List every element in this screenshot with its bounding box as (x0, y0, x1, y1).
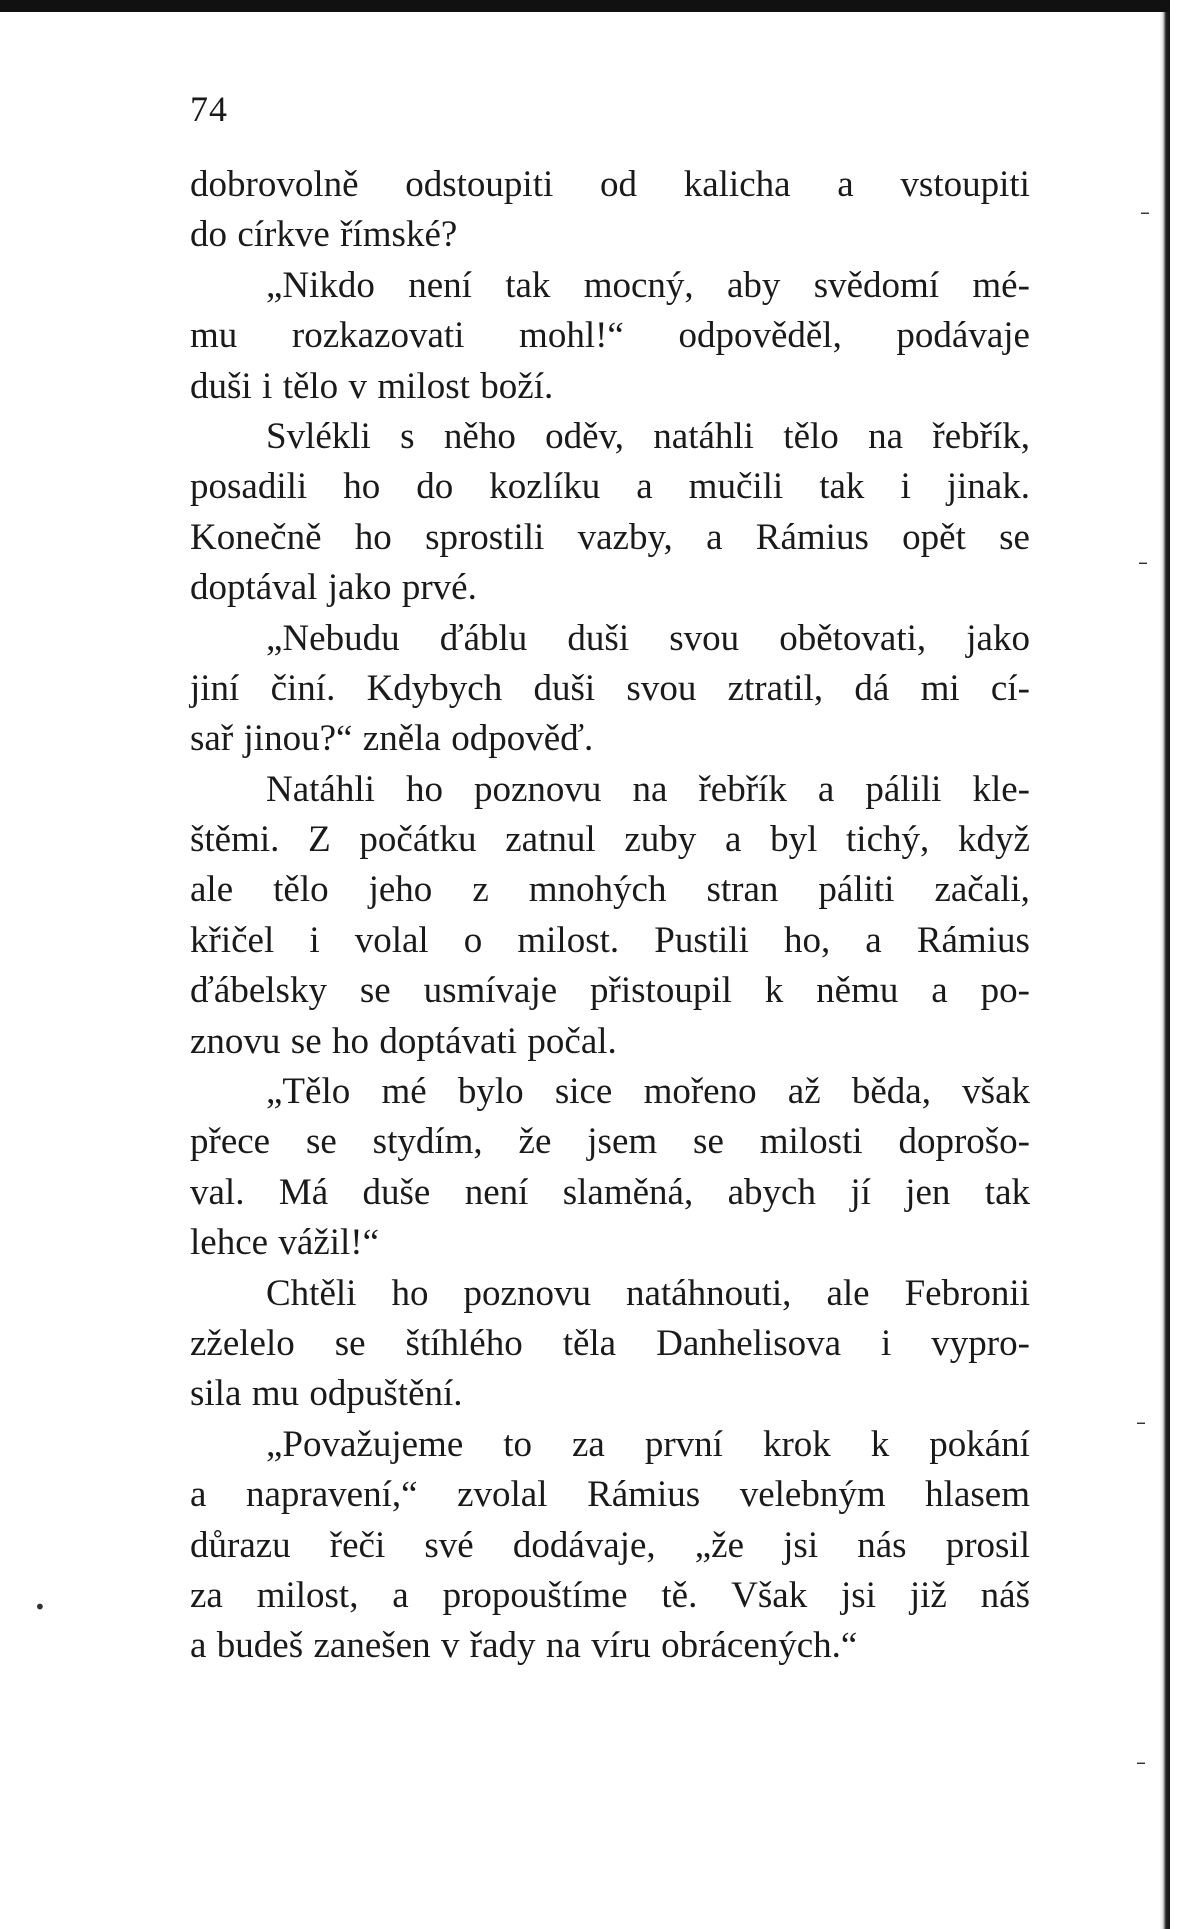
word: napravení,“ (246, 1474, 418, 1516)
word: sila (190, 1373, 242, 1415)
word: „Považujeme (266, 1423, 464, 1465)
word: Rámius (755, 516, 869, 558)
word: se (359, 970, 391, 1012)
word: se (290, 1020, 322, 1062)
word: ho (331, 1020, 369, 1062)
word: odstoupiti (405, 164, 554, 205)
word: „Tělo (266, 1071, 351, 1113)
word: a (392, 1574, 409, 1616)
word: že (518, 1121, 552, 1163)
margin-tick: – (1138, 550, 1148, 574)
word: dodávaje, (512, 1524, 656, 1566)
text-line (190, 1117, 1030, 1167)
word: tak (819, 466, 865, 508)
word: přece (190, 1121, 271, 1163)
word: když (957, 819, 1030, 861)
text-line (190, 1369, 1030, 1419)
word: Však (731, 1574, 808, 1616)
word: němu (816, 970, 899, 1012)
word: jinou?“ (243, 718, 353, 760)
word: stydím, (372, 1121, 483, 1163)
text-line (190, 210, 1030, 260)
word: vstoupiti (900, 164, 1030, 205)
word: boží. (480, 365, 554, 407)
word: Rámius (587, 1474, 701, 1516)
word: na (545, 1625, 581, 1667)
word: přistoupil (590, 970, 732, 1012)
text-line (190, 1017, 1030, 1067)
word: těla (562, 1322, 617, 1364)
word: rozkazovati (291, 315, 465, 357)
text-line (190, 563, 1030, 613)
word: znovu (190, 1020, 281, 1062)
text-line (190, 1269, 1030, 1319)
word: tě. (661, 1574, 698, 1616)
text-line (190, 1571, 1030, 1621)
text-line (190, 815, 1030, 865)
word: Chtěli (266, 1272, 357, 1314)
word: pálili (865, 768, 942, 810)
word: v (348, 365, 368, 407)
word: velebným (739, 1474, 886, 1516)
word: začali, (934, 869, 1030, 911)
word: jeho (368, 869, 433, 911)
word: svou (669, 617, 740, 659)
word: a (706, 516, 723, 558)
margin-tick: – (1136, 1410, 1146, 1434)
text-line (190, 664, 1030, 714)
text-line (190, 765, 1030, 815)
word: sice (554, 1071, 613, 1113)
word: mnohých (528, 869, 667, 911)
word: ztratil, (727, 667, 824, 709)
word: ďábelsky (190, 970, 327, 1012)
word: řebřík (698, 768, 787, 810)
text-line (190, 1319, 1030, 1369)
word: běda, (851, 1071, 931, 1113)
text-line (190, 966, 1030, 1016)
text-line (190, 261, 1030, 311)
word: i (900, 466, 911, 508)
word: není (464, 1171, 529, 1213)
word: „že (694, 1524, 745, 1566)
word: jen (905, 1171, 951, 1213)
word: budeš (216, 1625, 304, 1667)
word: jako (327, 567, 392, 609)
word: obětovati, (779, 617, 927, 659)
word: se (693, 1121, 724, 1163)
word: duši (533, 667, 596, 709)
word: od (600, 164, 637, 205)
word: dobrovolně (190, 164, 359, 205)
word: kozlíku (489, 466, 601, 508)
word: doprošo- (898, 1121, 1030, 1163)
text-line (190, 916, 1030, 966)
word: zněla (362, 718, 441, 760)
word: prosil (945, 1524, 1030, 1566)
word: milost. (517, 919, 620, 961)
word: ale (190, 869, 234, 911)
word: poznovu (463, 1272, 591, 1314)
word: k (870, 1423, 890, 1465)
word: s (400, 415, 415, 457)
word: první (644, 1423, 723, 1465)
text-line (190, 714, 1030, 764)
word: ho (354, 516, 392, 558)
word: se (334, 1322, 366, 1364)
word: tichý, (846, 819, 930, 861)
word: „Nebudu (266, 617, 400, 659)
word: stran (706, 869, 779, 911)
word: a (931, 970, 948, 1012)
word: milost, (256, 1574, 359, 1616)
word: „Nikdo (266, 264, 375, 306)
word: sprostili (425, 516, 545, 558)
word: jí (850, 1171, 871, 1213)
word: zanešen (313, 1625, 431, 1667)
word: tělo (273, 869, 329, 911)
word: mi (920, 667, 960, 709)
word: kalicha (683, 164, 791, 205)
word: důrazu (190, 1524, 291, 1566)
word: počátku (359, 819, 477, 861)
word: Natáhli (266, 768, 375, 810)
word: i (262, 365, 273, 407)
word: církve (237, 214, 330, 256)
word: odpověď. (451, 718, 594, 760)
word: víru (591, 1625, 651, 1667)
word: i (309, 919, 320, 961)
word: jinak. (946, 466, 1030, 508)
margin-dot: • (34, 1595, 46, 1619)
word: doptávati (379, 1020, 518, 1062)
word: prvé. (401, 567, 477, 609)
word: ale (826, 1272, 870, 1314)
word: na (868, 415, 904, 457)
word: činí. (270, 667, 336, 709)
word: hlasem (925, 1474, 1030, 1516)
word: křičel (190, 919, 275, 961)
word: vazby, (577, 516, 673, 558)
word: slaměná, (562, 1171, 694, 1213)
word: jsem (587, 1121, 658, 1163)
word: vypro- (931, 1322, 1030, 1364)
word: krok (762, 1423, 831, 1465)
word: pokání (929, 1423, 1030, 1465)
text-line (190, 1218, 1030, 1268)
word: mé (381, 1071, 427, 1113)
word: a (190, 1474, 207, 1516)
word: Z (308, 819, 331, 861)
word: Kdybych (366, 667, 503, 709)
book-spine-edge (1160, 12, 1170, 1929)
text-line (190, 311, 1030, 361)
word: jsi (841, 1574, 876, 1616)
word: zvolal (457, 1474, 548, 1516)
word: z (472, 869, 489, 911)
page-number: 74 (190, 89, 228, 129)
top-edge-shadow (0, 0, 1170, 12)
word: již (909, 1574, 947, 1616)
word: ho, (783, 919, 831, 961)
word: odpověděl, (678, 315, 842, 357)
word: zuby (624, 819, 697, 861)
word: se (305, 1121, 337, 1163)
word: svědomí (813, 264, 940, 306)
word: k (764, 970, 784, 1012)
word: až (787, 1071, 821, 1113)
word: bylo (457, 1071, 524, 1113)
text-line (190, 1067, 1030, 1117)
word: mučili (688, 466, 784, 508)
word: kle- (972, 768, 1030, 810)
word: duše (362, 1171, 431, 1213)
text-line (190, 865, 1030, 915)
word: milost (377, 365, 470, 407)
word: propouštíme (442, 1574, 628, 1616)
word: a (837, 164, 854, 205)
word: za (572, 1423, 605, 1465)
word: byl (770, 819, 818, 861)
word: ďáblu (439, 617, 528, 659)
word: jsi (783, 1524, 819, 1566)
word: dá (854, 667, 890, 709)
word: do (416, 466, 454, 508)
word: Má (278, 1171, 329, 1213)
word: a (636, 466, 653, 508)
word: řady (469, 1625, 536, 1667)
word: po- (980, 970, 1030, 1012)
word: řeči (329, 1524, 386, 1566)
margin-tick: – (1140, 200, 1150, 224)
text-line (190, 1621, 1030, 1671)
text-line (190, 1521, 1030, 1571)
word: Rámius (916, 919, 1030, 961)
word: svou (626, 667, 697, 709)
word: zatnul (505, 819, 596, 861)
word: něho (443, 415, 516, 457)
word: ho (405, 768, 443, 810)
word: vážil!“ (278, 1222, 380, 1264)
text-line (190, 1470, 1030, 1520)
word: aby (726, 264, 781, 306)
word: za (190, 1574, 223, 1616)
word: Pustili (654, 919, 749, 961)
word: doptával (190, 567, 318, 609)
word: jako (966, 617, 1030, 659)
margin-tick: – (1136, 1750, 1146, 1774)
word: se (999, 516, 1030, 558)
word: štíhlého (405, 1322, 523, 1364)
text-line (190, 1168, 1030, 1218)
word: tak (984, 1171, 1030, 1213)
word: o (463, 919, 483, 961)
word: náš (980, 1574, 1030, 1616)
word: a (865, 919, 882, 961)
word: sař (190, 718, 234, 760)
word: řebřík, (932, 415, 1030, 457)
word: val. (190, 1171, 245, 1213)
word: i (881, 1322, 892, 1364)
word: abych (727, 1171, 816, 1213)
word: Svlékli (266, 415, 371, 457)
word: však (962, 1071, 1030, 1113)
word: do (190, 214, 227, 256)
word: není (408, 264, 472, 306)
word: mocný, (583, 264, 694, 306)
word: posadili (190, 466, 308, 508)
page-margin-right (1170, 0, 1178, 1929)
word: tělo (783, 415, 839, 457)
word: mu (251, 1373, 300, 1415)
word: počal. (527, 1020, 617, 1062)
word: mořeno (643, 1071, 757, 1113)
word: natáhli (653, 415, 754, 457)
text-line (190, 513, 1030, 563)
word: obrácených.“ (661, 1625, 858, 1667)
word: mu (190, 315, 238, 357)
word: oděv, (545, 415, 624, 457)
word: opět (902, 516, 966, 558)
word: ho (391, 1272, 429, 1314)
word: zželelo (190, 1322, 295, 1364)
text-line (190, 362, 1030, 412)
word: své (424, 1524, 474, 1566)
word: mohl!“ (519, 315, 624, 357)
word: natáhnouti, (625, 1272, 792, 1314)
word: a (817, 768, 835, 810)
word: tak (505, 264, 551, 306)
word: to (503, 1423, 533, 1465)
word: nás (857, 1524, 907, 1566)
word: na (632, 768, 668, 810)
word: cí- (990, 667, 1030, 709)
word: odpuštění. (309, 1373, 463, 1415)
word: usmívaje (423, 970, 558, 1012)
word: podávaje (896, 315, 1030, 357)
text-line (190, 462, 1030, 512)
word: štěmi. (190, 819, 280, 861)
word: a (724, 819, 742, 861)
text-line (190, 412, 1030, 462)
word: římské? (340, 214, 458, 256)
word: duši (190, 365, 252, 407)
text-line (190, 160, 1030, 210)
word: páliti (818, 869, 895, 911)
word: mé- (972, 264, 1030, 306)
word: Konečně (190, 516, 322, 558)
word: ho (343, 466, 381, 508)
word: Danhelisova (656, 1322, 842, 1364)
word: milosti (759, 1121, 863, 1163)
text-line (190, 614, 1030, 664)
text-line (190, 1420, 1030, 1470)
word: poznovu (474, 768, 602, 810)
word: jiní (190, 667, 240, 709)
word: volal (354, 919, 429, 961)
word: v (440, 1625, 460, 1667)
word: lehce (190, 1222, 269, 1264)
word: Febronii (904, 1272, 1030, 1314)
word: duši (567, 617, 630, 659)
body-text (190, 160, 1030, 1672)
word: a (190, 1625, 207, 1667)
word: tělo (282, 365, 339, 407)
